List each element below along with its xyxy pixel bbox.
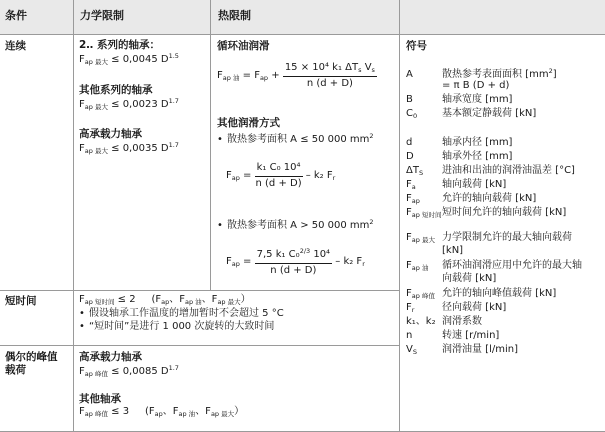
symbol-row: 向载荷 [kN]: [442, 273, 497, 284]
symbol-row: $F_{ap 短时间}$短时间允许的轴向载荷 [kN]: [406, 207, 567, 219]
occasional-peak-limits: [79, 351, 244, 418]
symbols-title: 符号: [406, 40, 427, 52]
symbol-row: D 轴承外径 [mm]: [406, 151, 513, 162]
header-thermal-limit: 热限制: [218, 9, 251, 22]
symbol-row: B 轴承宽度 [mm]: [406, 94, 513, 105]
equation-large-area: $F_{ap}$ = $\frac{7,5 k_1 C_0^{2/3} 10^4}{n (d + D)}$ – k₂ $F_r$: [226, 247, 365, 276]
column-divider: [210, 0, 211, 290]
mech-title: 高承载力轴承: [79, 128, 142, 141]
header-condition: 条件: [5, 9, 27, 22]
equation-small-area: $F_{ap}$ = $\frac{\text{k₁ C₀ 10⁴}}{n (d + D)}$ – k₂ $F_r$: [226, 162, 336, 189]
header-mechanical-limit: 力学限制: [80, 9, 124, 22]
occasional-formula: $F_{ap 峰值} \le 3$ ($F_{ap}$、$F_{ap 油}$、$F_{ap 最大}$）: [79, 405, 245, 418]
symbol-row: $F_r$ 径向载荷 [kN]: [406, 302, 507, 314]
short-time-note: • “短时间”是进行 1 000 次旋转的大致时间: [79, 321, 275, 332]
symbol-row: $F_a$ 轴向载荷 [kN]: [406, 179, 507, 191]
mech-title: 其他系列的轴承: [79, 83, 153, 96]
column-divider: [399, 0, 400, 432]
occasional-title: 其他轴承: [79, 392, 121, 405]
bullet-area-large: • 散热参考面积 A > 50 000 $mm^2$: [217, 218, 374, 231]
column-divider: [73, 0, 74, 432]
equation-circulating-oil: $F_{ap 油} = F_{ap}$ + $\frac{15 \times 10^4 k_1 \Delta T_s V_s}{n (d + D)}$: [217, 62, 375, 89]
row-divider: [0, 290, 399, 291]
symbol-row: k₁、k₂ 润滑系数: [406, 316, 482, 327]
symbol-row: $F_{ap 峰值}$ 允许的轴向峰值载荷 [kN]: [406, 288, 557, 300]
symbol-row: = π B (D + d): [442, 80, 510, 91]
row-divider: [0, 34, 605, 35]
row-label-occasional-peak: 偶尔的峰值 载荷: [5, 351, 58, 377]
symbol-row: d 轴承内径 [mm]: [406, 137, 513, 148]
symbol-row: A 散热参考表面面积 $[mm^2]$: [406, 67, 557, 80]
symbol-row: $F_{ap}$ 允许的轴向载荷 [kN]: [406, 193, 537, 205]
mech-limit-continuous: [79, 39, 207, 156]
symbol-row: $F_{ap 油}$ 循环油润滑应用中允许的最大轴: [406, 260, 582, 272]
thermal-other-lubrication-title: 其他润滑方式: [217, 117, 280, 129]
mech-title: 2‥ 系列的轴承：: [79, 39, 160, 51]
table-header: [0, 0, 605, 34]
mech-formula: $F_{ap 最大} \le 0,0023$ $D^{1.7}$: [79, 96, 179, 111]
symbol-row: [kN]: [442, 245, 464, 256]
symbol-row: n 转速 [r/min]: [406, 330, 500, 341]
bullet-area-small: • 散热参考面积 A ≤ 50 000 $mm^2$: [217, 132, 374, 145]
row-label-short-time: 短时间: [5, 295, 37, 307]
occasional-title: 高承载力轴承: [79, 351, 142, 363]
mech-formula: $F_{ap 最大} \le 0,0035$ $D^{1.7}$: [79, 141, 179, 156]
row-divider: [0, 345, 399, 346]
short-time-formula: $F_{ap 短时间} \le 2$ ($F_{ap}$、$F_{ap 油}$、$F_{ap 最大}$）: [79, 294, 251, 306]
mech-formula: $F_{ap 最大} \le 0,0045$ $D^{1.5}$: [79, 52, 179, 67]
symbol-row: $\Delta T_S$ 进油和出油的润滑油温差 [°C]: [406, 165, 575, 177]
symbol-row: $F_{ap 最大}$ 力学限制允许的最大轴向载荷: [406, 232, 572, 244]
symbol-row: $C_0$ 基本额定静载荷 [kN]: [406, 108, 537, 120]
symbol-row: $V_S$ 润滑油量 [l/min]: [406, 344, 518, 356]
short-time-note: • 假设轴承工作温度的增加暂时不会超过 5 °C: [79, 308, 284, 319]
row-label-continuous: 连续: [5, 40, 26, 52]
thermal-circulating-oil-title: 循环油润滑: [217, 40, 270, 52]
occasional-formula: $F_{ap 峰值} \le 0,0085$ $D^{1.7}$: [79, 364, 179, 379]
